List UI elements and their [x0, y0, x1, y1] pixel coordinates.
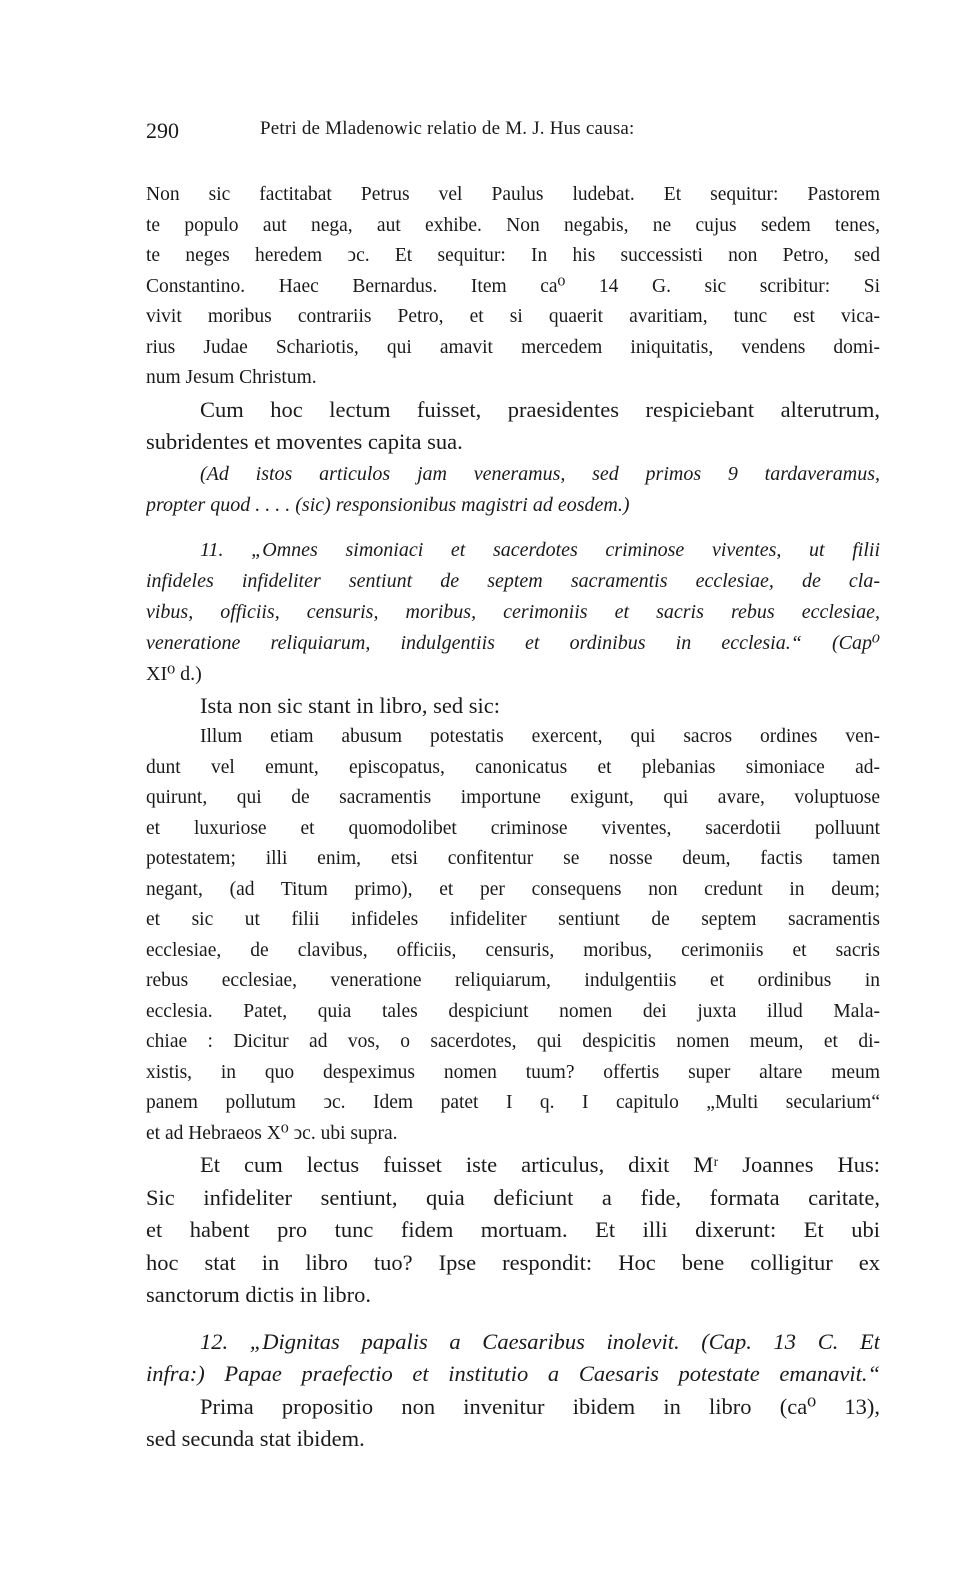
text-line: et ad Hebraeos X⁰ ↄc. ubi supra. — [146, 1122, 398, 1144]
page-header — [146, 118, 890, 148]
text-line: rebus ecclesiae, veneratione reliquiarum, indulgentiis et ordinibus in — [146, 970, 880, 991]
text-line: te neges heredem ↄc. Et sequitur: In his successisti non Petro, sed — [146, 245, 880, 266]
text-line: vibus, officiis, censuris, moribus, cerimoniis et sacris rebus ecclesiae, — [146, 600, 880, 623]
text-line: infideles infideliter sentiunt de septem sacramentis ecclesiae, de cla- — [146, 569, 880, 592]
text-line: et sic ut filii infideles infideliter sentiunt de septem sacramentis — [146, 909, 880, 930]
article-11 — [146, 535, 880, 690]
editorial-note — [146, 459, 880, 521]
page-body — [146, 180, 880, 1456]
text-line: ecclesiae, de clavibus, officiis, censuris, moribus, cerimoniis et sacris — [146, 939, 880, 961]
article-12 — [146, 1326, 880, 1391]
text-line: ecclesia. Patet, quia tales despiciunt nomen dei juxta illud Mala- — [146, 1000, 880, 1022]
text-line: Ista non sic stant in libro, sed sic: — [200, 692, 500, 718]
paragraph-bernardus-quote — [146, 180, 880, 394]
text-line: dunt vel emunt, episcopatus, canonicatus et plebanias simoniace ad- — [146, 756, 880, 778]
text-line: Prima propositio non invenitur ibidem in libro (ca⁰ 13), — [200, 1393, 880, 1419]
text-line: panem pollutum ↄc. Idem patet I q. I capitulo „Multi secularium“ — [146, 1092, 880, 1113]
text-line: et habent pro tunc fidem mortuam. Et illi dixerunt: Et ubi — [146, 1217, 880, 1242]
text-line: rius Judae Schariotis, qui amavit mercedem iniquitatis, vendens domi- — [146, 336, 880, 358]
text-line: num Jesum Christum. — [146, 367, 317, 388]
paragraph-prima-propositio — [146, 1391, 880, 1456]
text-line: infra:) Papae praefectio et institutio a Caesaris potestate emanavit.“ — [146, 1361, 880, 1386]
text-line: te populo aut nega, aut exhibe. Non negabis, ne cujus sedem tenes, — [146, 214, 880, 236]
paragraph-ista-non-sic — [146, 690, 880, 723]
text-line: Illum etiam abusum potestatis exercent, qui sacros ordines ven- — [200, 726, 880, 747]
text-line: Et cum lectus fuisset iste articulus, dixit Mʳ Joannes Hus: — [200, 1152, 880, 1177]
text-line: Non sic factitabat Petrus vel Paulus ludebat. Et sequitur: Pastorem — [146, 184, 880, 205]
book-quotation — [146, 722, 880, 1149]
text-line: XI⁰ d.) — [146, 662, 202, 685]
text-line: negant, (ad Titum primo), et per consequens non credunt in deum; — [146, 878, 880, 900]
text-line: Cum hoc lectum fuisset, praesidentes respiciebant alterutrum, — [200, 396, 880, 422]
text-line: sanctorum dictis in libro. — [146, 1282, 371, 1307]
text-line: 12. „Dignitas papalis a Caesaribus inolevit. (Cap. 13 C. Et — [200, 1328, 880, 1354]
text-line: et luxuriose et quomodolibet criminose viventes, sacerdotii polluunt — [146, 817, 880, 839]
text-line: hoc stat in libro tuo? Ipse respondit: Hoc bene colligitur ex — [146, 1249, 880, 1275]
text-line: veneratione reliquiarum, indulgentiis et ordinibus in ecclesia.“ (Cap⁰ — [146, 631, 880, 654]
paragraph-hus-response — [146, 1149, 880, 1312]
text-line: sed secunda stat ibidem. — [146, 1426, 365, 1451]
text-line: chiae : Dicitur ad vos, o sacerdotes, qui despicitis nomen meum, et di- — [146, 1031, 880, 1052]
text-line: propter quod . . . . (sic) responsionibus magistri ad eosdem.) — [146, 493, 630, 516]
text-line: quirunt, qui de sacramentis importune exigunt, qui avare, voluptuose — [146, 787, 880, 808]
text-line: xistis, in quo despeximus nomen tuum? offertis super altare meum — [146, 1061, 880, 1083]
text-line: 11. „Omnes simoniaci et sacerdotes criminose viventes, ut filii — [200, 538, 880, 561]
text-line: Sic infideliter sentiunt, quia deficiunt a fide, formata caritate, — [146, 1184, 880, 1210]
running-title: Petri de Mladenowic relatio de M. J. Hus causa: — [260, 118, 635, 139]
text-line: Constantino. Haec Bernardus. Item ca⁰ 14 G. sic scribitur: Si — [146, 275, 880, 297]
text-line: subridentes et moventes capita sua. — [146, 429, 463, 454]
page-number: 290 — [146, 118, 179, 143]
paragraph-praesidentes — [146, 394, 880, 459]
text-line: (Ad istos articulos jam veneramus, sed primos 9 tardaveramus, — [200, 462, 880, 485]
text-line: vivit moribus contrariis Petro, et si quaerit avaritiam, tunc est vica- — [146, 306, 880, 327]
text-line: potestatem; illi enim, etsi confitentur se nosse deum, factis tamen — [146, 848, 880, 869]
